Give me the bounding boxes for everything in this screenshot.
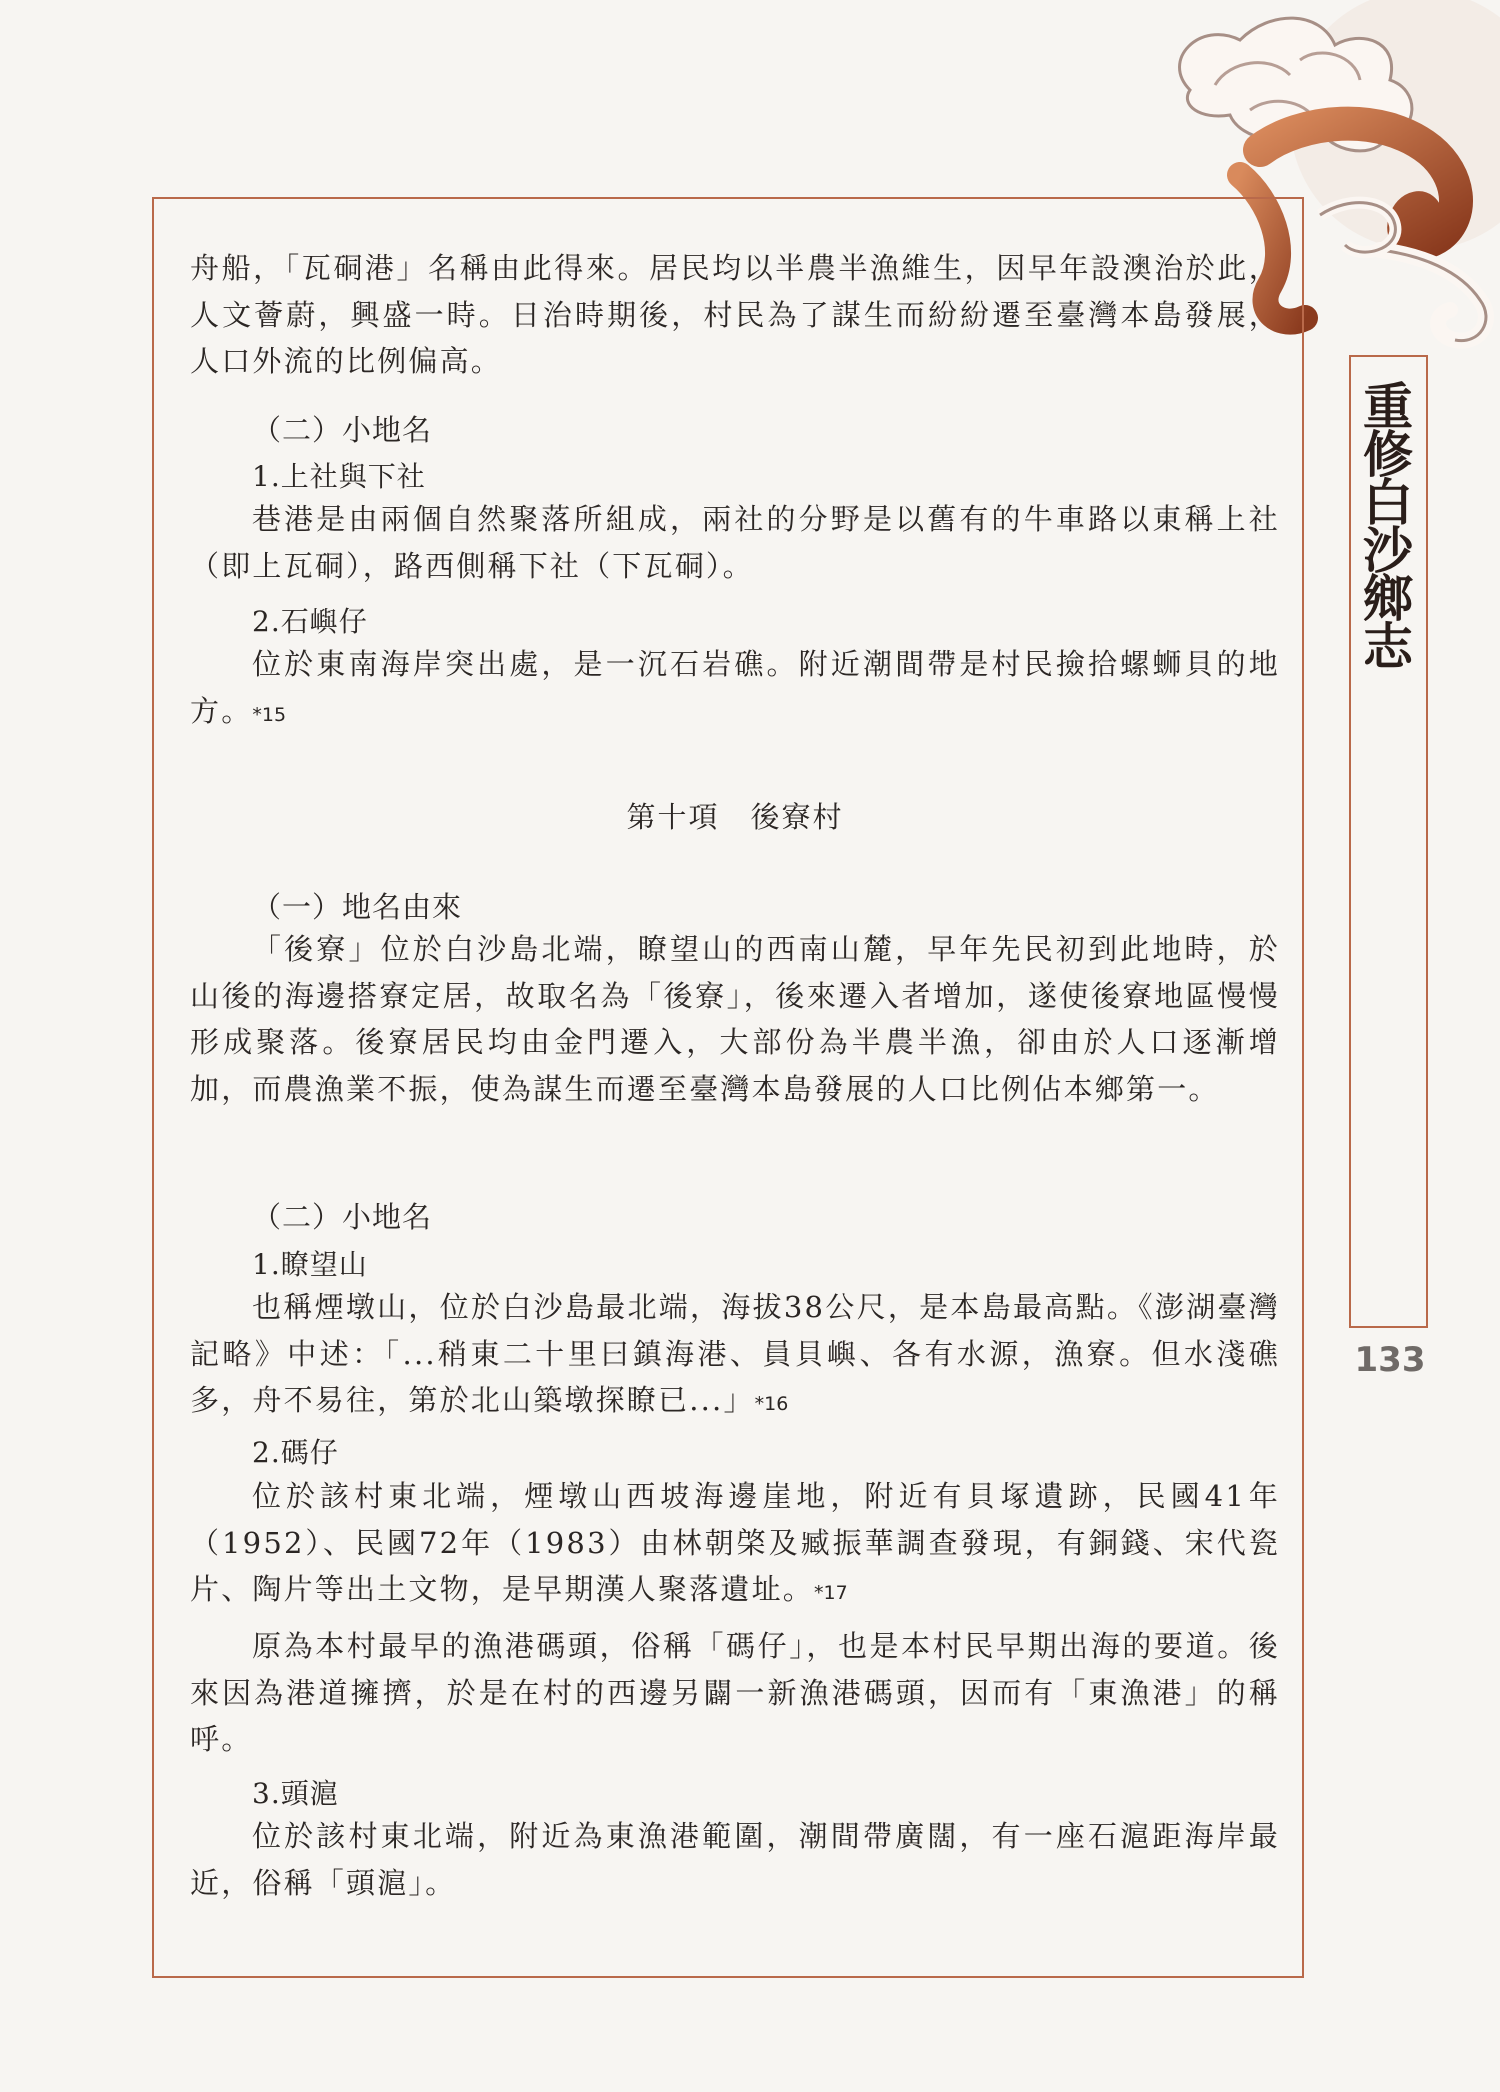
paragraph: 舟船，「瓦硐港」名稱由此得來。居民均以半農半漁維生，因早年設澳治於此，人文薈蔚，興盛一時。日治時期後，村民為了謀生而紛紛遷至臺灣本島發展，人口外流的比例偏高。: [190, 251, 1280, 378]
paragraph-text: 也稱煙墩山，位於白沙島最北端，海拔38公尺，是本島最高點。《澎湖臺灣記略》中述：「...稍東二十里曰鎮海港、員貝嶼、各有水源，漁寮。但水淺礁多，舟不易往，第於北山築墩探瞭已...」: [190, 1290, 1280, 1417]
subheading: （一）地名由來: [252, 890, 463, 924]
subheading: （二）小地名: [252, 413, 433, 447]
footnote-marker: *15: [252, 703, 287, 726]
subheading: （二）小地名: [252, 1200, 433, 1234]
footnote-marker: *17: [814, 1582, 848, 1604]
place-name: 3.頭滬: [252, 1777, 339, 1810]
paragraph: [190, 1284, 1280, 1428]
paragraph: [190, 641, 1280, 738]
paragraph: 位於該村東北端，附近為東漁港範圍，潮間帶廣闊，有一座石滬距海岸最近，俗稱「頭滬」。: [190, 1819, 1280, 1900]
paragraph-text: 位於該村東北端，煙墩山西坡海邊崖地，附近有貝塚遺跡，民國41年（1952）、民國72年（1983）由林朝棨及臧振華調查發現，有銅錢、宋代瓷片、陶片等出土文物，是早期漢人聚落遺址。: [190, 1479, 1280, 1606]
paragraph-text: 位於東南海岸突出處，是一沉石岩礁。附近潮間帶是村民撿拾螺蛳貝的地方。: [190, 647, 1280, 728]
paragraph: 巷港是由兩個自然聚落所組成，兩社的分野是以舊有的牛車路以東稱上社（即上瓦硐），路西側稱下社（下瓦硐）。: [190, 502, 1280, 583]
footnote-marker: *16: [754, 1393, 789, 1415]
place-name: 1.瞭望山: [252, 1248, 368, 1281]
paragraph: 原為本村最早的漁港碼頭，俗稱「碼仔」，也是本村民早期出海的要道。後來因為港道擁擠，於是在村的西邊另闢一新漁港碼頭，因而有「東漁港」的稱呼。: [190, 1629, 1280, 1756]
page-number: 133: [1354, 1340, 1426, 1380]
book-title: 重修白沙鄉志: [1355, 380, 1414, 668]
place-name: 2.石嶼仔: [252, 605, 368, 638]
paragraph: 「後寮」位於白沙島北端，瞭望山的西南山麓，早年先民初到此地時，於山後的海邊搭寮定居，故取名為「後寮」，後來遷入者增加，遂使後寮地區慢慢形成聚落。後寮居民均由金門遷入，大部份為半農半漁，卻由於人口逐漸增加，而農漁業不振，使為謀生而遷至臺灣本島發展的人口比例佔本鄉第一。: [190, 932, 1280, 1106]
place-name: 1.上社與下社: [252, 460, 426, 493]
paragraph: [190, 1473, 1280, 1617]
place-name: 2.碼仔: [252, 1436, 339, 1469]
section-title: 第十項 後寮村: [626, 800, 844, 834]
